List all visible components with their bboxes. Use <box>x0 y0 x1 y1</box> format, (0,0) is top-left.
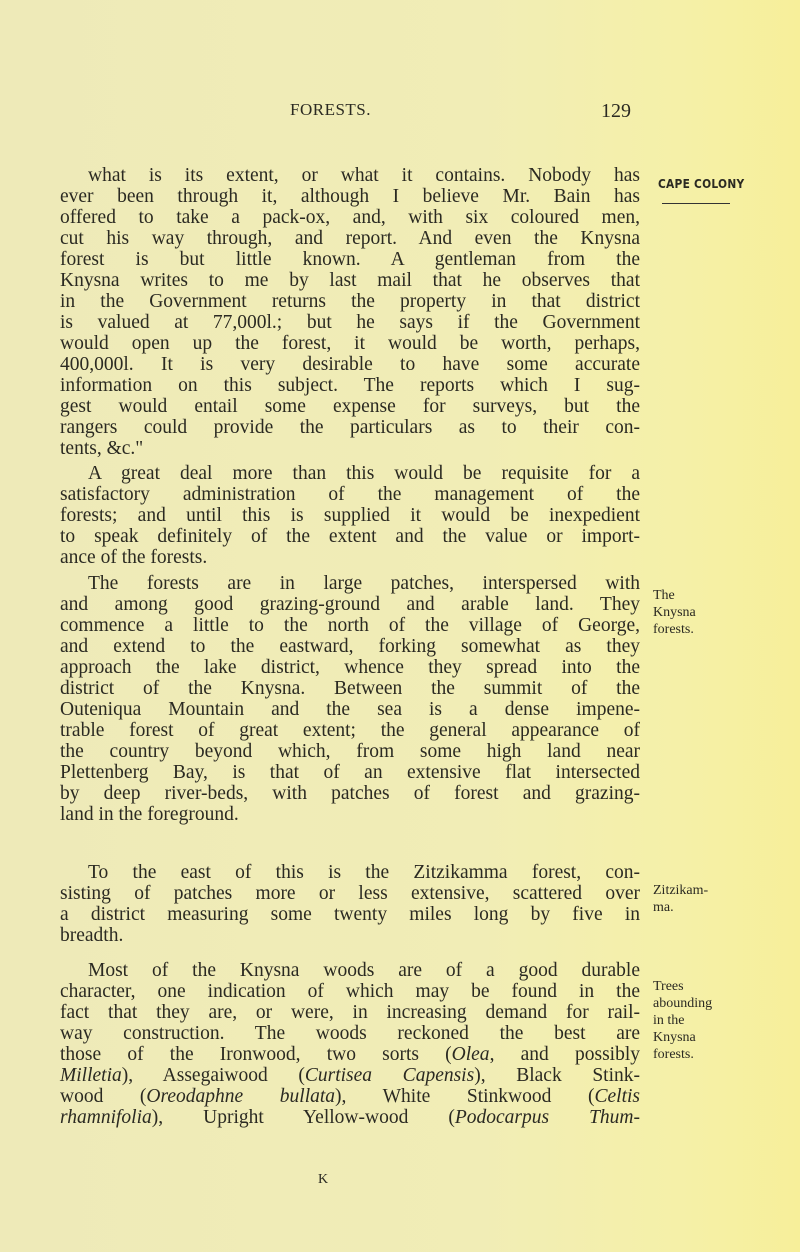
text-line: 400,000l. It is very desirable to have some accurate <box>60 354 640 375</box>
text-line: sisting of patches more or less extensive, scattered over <box>60 883 640 904</box>
margin-note-zitzikamma <box>653 882 708 916</box>
running-title: FORESTS. <box>290 100 371 119</box>
margin-section-label: CAPE COLONY <box>658 176 745 191</box>
paragraph-5 <box>60 960 640 1128</box>
margin-note-line: in the <box>653 1013 685 1028</box>
text-line: ever been through it, although I believe Mr. Bain has <box>60 186 640 207</box>
text-line: rangers could provide the particulars as to their con- <box>60 417 640 438</box>
text-line: Plettenberg Bay, is that of an extensive flat intersected <box>60 762 640 783</box>
text-line: forests; and until this is supplied it would be inexpedient <box>60 505 640 526</box>
text-line: in the Government returns the property in that district <box>60 291 640 312</box>
text-line: and among good grazing-ground and arable land. They <box>60 594 640 615</box>
margin-note-trees-abounding <box>653 978 712 1063</box>
text-line: those of the Ironwood, two sorts (Olea, and possibly <box>60 1044 640 1065</box>
paragraph-3 <box>60 573 640 825</box>
text-line: A great deal more than this would be requisite for a <box>88 463 640 484</box>
text-line: rhamnifolia), Upright Yellow-wood (Podocarpus Thum- <box>60 1107 640 1128</box>
text-line: way construction. The woods reckoned the best are <box>60 1023 640 1044</box>
text-line: a district measuring some twenty miles long by five in <box>60 904 640 925</box>
margin-rule <box>662 203 730 204</box>
text-line: approach the lake district, whence they spread into the <box>60 657 640 678</box>
text-line: character, one indication of which may be found in the <box>60 981 640 1002</box>
text-line: and extend to the eastward, forking somewhat as they <box>60 636 640 657</box>
margin-note-line: abounding <box>653 996 713 1011</box>
text-line: fact that they are, or were, in increasing demand for rail- <box>60 1002 640 1023</box>
margin-note-line: forests. <box>653 1047 694 1062</box>
text-line: satisfactory administration of the management of the <box>60 484 640 505</box>
text-line: district of the Knysna. Between the summit of the <box>60 678 640 699</box>
text-line: the country beyond which, from some high land near <box>60 741 640 762</box>
text-line: To the east of this is the Zitzikamma forest, con- <box>88 862 640 883</box>
paragraph-1 <box>60 165 640 459</box>
margin-note-line: ma. <box>653 900 674 915</box>
text-line: The forests are in large patches, interspersed with <box>88 573 640 594</box>
margin-note-line: Knysna <box>653 605 696 620</box>
text-line: information on this subject. The reports which I sug- <box>60 375 640 396</box>
text-line: cut his way through, and report. And even the Knysna <box>60 228 640 249</box>
text-line: breadth. <box>60 925 124 946</box>
text-line: Most of the Knysna woods are of a good durable <box>88 960 640 981</box>
text-line: tents, &c." <box>60 438 144 459</box>
text-line: Outeniqua Mountain and the sea is a dense impene- <box>60 699 640 720</box>
margin-note-line: Knysna <box>653 1030 696 1045</box>
paragraph-4 <box>60 862 640 946</box>
text-line: offered to take a pack-ox, and, with six coloured men, <box>60 207 640 228</box>
text-line: commence a little to the north of the village of George, <box>60 615 640 636</box>
text-line: Milletia), Assegaiwood (Curtisea Capensis), Black Stink- <box>60 1065 640 1086</box>
text-line: would open up the forest, it would be worth, perhaps, <box>60 333 640 354</box>
margin-note-line: Trees <box>653 979 684 994</box>
text-line: forest is but little known. A gentleman from the <box>60 249 640 270</box>
text-line: Knysna writes to me by last mail that he observes that <box>60 270 640 291</box>
paragraph-2 <box>60 463 640 568</box>
text-line: by deep river-beds, with patches of forest and grazing- <box>60 783 640 804</box>
text-line: wood (Oreodaphne bullata), White Stinkwood (Celtis <box>60 1086 640 1107</box>
page-number: 129 <box>601 100 631 122</box>
text-line: trable forest of great extent; the general appearance of <box>60 720 640 741</box>
text-line: is valued at 77,000l.; but he says if the Government <box>60 312 640 333</box>
margin-note-line: forests. <box>653 622 694 637</box>
text-line: land in the foreground. <box>60 804 239 825</box>
text-line: to speak definitely of the extent and the value or import- <box>60 526 640 547</box>
text-line: ance of the forests. <box>60 547 208 568</box>
margin-note-line: Zitzikam- <box>653 883 709 898</box>
margin-note-line: The <box>653 588 675 603</box>
text-line: gest would entail some expense for surveys, but the <box>60 396 640 417</box>
text-line: what is its extent, or what it contains. Nobody has <box>88 165 640 186</box>
margin-note-knysna-forests <box>653 587 696 638</box>
signature-mark: K <box>318 1172 329 1187</box>
